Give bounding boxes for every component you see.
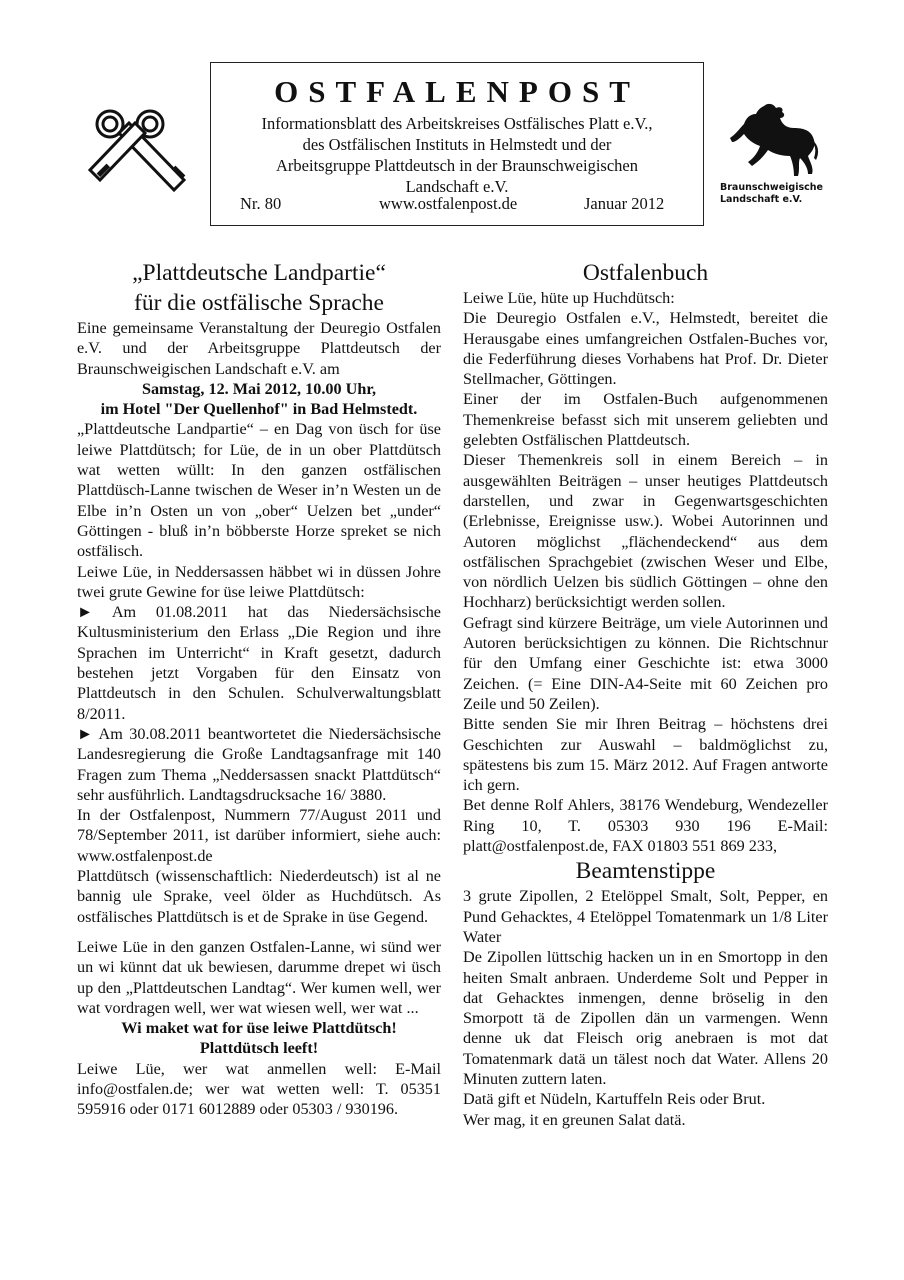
issue-date: Januar 2012 bbox=[584, 194, 665, 213]
contact-paragraph: Leiwe Lüe, wer wat anmellen well: E-Mail info@ostfalen.de; wer wat wetten well: T. 05351 595916 oder 0171 6012889 oder 05303 / 930196. bbox=[77, 1059, 441, 1119]
subtitle bbox=[211, 113, 703, 197]
website: www.ostfalenpost.de bbox=[379, 194, 518, 213]
bullet-paragraph: ► Am 01.08.2011 hat das Niedersächsische Kultusministerium den Erlass „Die Region und ihre Sprachen im Unterricht“ in Kraft gesetzt, dadurch bestehen jetzt Vorgaben für den Einsatz von Plattdeutsch in den Schulen. Schulverwaltungsblatt 8/2011. bbox=[77, 603, 441, 723]
right-column bbox=[463, 258, 828, 1130]
paragraph: In der Ostfalenpost, Nummern 77/August 2011 und 78/September 2011, ist darüber informiert, siehe auch: www.ostfalenpost.de bbox=[77, 806, 441, 865]
paragraph: Datä gift et Nüdeln, Kartuffeln Reis oder Brut. bbox=[463, 1090, 766, 1109]
paragraph: Bitte senden Sie mir Ihren Beitrag – höchstens drei Geschichten zur Auswahl – baldmöglichst zu, spätestens bis zum 15. März 2012. Auf Fragen antworte ich gern. bbox=[463, 715, 828, 795]
section-title-beamtenstippe: Beamtenstippe bbox=[575, 858, 716, 885]
crossed-keys-logo-icon bbox=[88, 100, 198, 192]
paragraph: Leiwe Lüe, in Neddersassen häbbet wi in düssen Johre twei grute Gewine for üse leiwe Plattdütsch: bbox=[77, 562, 441, 601]
recipe-steps: De Zipollen lüttschig hacken un in en Smortopp in den heiten Smalt anbraen. Underdeme Solt und Pepper in dat Gehacktes inmengen, denne bröselig in den Smorpott tä de Zipollen dän un varmengen. Wenn denne uk dat Fleisch orig anebraen is mot dat Tomatenmark datä un tälest noch dat Water. Allens 20 Minuten zuttern laten. bbox=[463, 948, 828, 1088]
slogan: Plattdütsch leeft! bbox=[199, 1039, 319, 1058]
ingredients: 3 grute Zipollen, 2 Etelöppel Smalt, Solt, Pepper, en Pund Gehacktes, 4 Etelöppel Tomatenmark un 1/8 Liter Water bbox=[463, 887, 828, 946]
subtitle-line: Landschaft e.V. bbox=[405, 177, 509, 196]
article-title: „Plattdeutsche Landpartie“ für die ostfälische Sprache bbox=[132, 260, 386, 316]
issue-number: Nr. 80 bbox=[240, 194, 282, 213]
intro-paragraph: Eine gemeinsame Veranstaltung der Deuregio Ostfalen e.V. und der Arbeitsgruppe Plattdeutsch der Braunschweigischen Landschaft e.V. am bbox=[77, 319, 441, 378]
logo-caption: Braunschweigische Landschaft e.V. bbox=[720, 182, 823, 205]
subtitle-line: des Ostfälischen Instituts in Helmstedt und der bbox=[302, 135, 612, 154]
issue-meta bbox=[211, 194, 703, 216]
event-place: im Hotel "Der Quellenhof" in Bad Helmstedt. bbox=[100, 400, 418, 419]
paragraph: Leiwe Lüe, hüte up Huchdütsch: bbox=[463, 289, 675, 307]
slogan: Wi maket wat for üse leiwe Plattdütsch! bbox=[121, 1019, 397, 1038]
left-column bbox=[77, 258, 441, 1120]
masthead-title: OSTFALENPOST bbox=[274, 74, 640, 109]
header-box bbox=[210, 62, 704, 226]
subtitle-line: Arbeitsgruppe Plattdeutsch in der Braunschweigischen bbox=[276, 156, 638, 175]
subtitle-line: Informationsblatt des Arbeitskreises Ostfälisches Platt e.V., bbox=[261, 114, 653, 133]
braunschweigische-landschaft-logo bbox=[717, 100, 827, 212]
paragraph: „Plattdeutsche Landpartie“ – en Dag von üsch for üse leiwe Plattdütsch; for Lüe, de in un ober Plattdütsch wat wetten wüllt: In den ganzen ostfälischen Plattdüsch-Lanne twischen de Weser in’n Westen un de Elbe in’n Osten un von „ober“ Uelzen bet „under“ Göttingen - bluß in’n böbberste Horze spreket se nich ostfälisch. bbox=[77, 420, 441, 561]
horse-icon bbox=[724, 100, 820, 180]
paragraph: Die Deuregio Ostfalen e.V., Helmstedt, bereitet die Herausgabe eines umfangreichen Ostfalen-Buches vor, die Federführung dieses Vorhabens hat Prof. Dr. Dieter Stellmacher, Göttingen. bbox=[463, 309, 828, 389]
paragraph: Wer mag, it en greunen Salat datä. bbox=[463, 1110, 686, 1129]
paragraph: Leiwe Lüe in den ganzen Ostfalen-Lanne, wi sünd wer un wi künnt dat uk bewiesen, darumme drepet wi üsch up den „Plattdeutschen Landtag“. Wer kumen well, wer wat vordragen well, wer wat wiesen well, wer wat ... bbox=[77, 937, 441, 1017]
event-date: Samstag, 12. Mai 2012, 10.00 Uhr, bbox=[141, 379, 377, 398]
paragraph: Dieser Themenkreis soll in einem Bereich – in ausgewählten Beiträgen – unser heutiges Plattdeutsch darstellen, und zwar in Gegenwartsgeschichten (Erlebnisse, Ereignisse usw.). Wobei Autorinnen und Autoren möglichst „flächendeckend“ aus dem ostfälischen Sprachgebiet (zwischen Weser und Elbe, von nördlich Uelzen bis südlich Göttingen – ohne den Hochharz) berücksichtigt werden sollen. bbox=[463, 451, 828, 612]
contact-paragraph: Bet denne Rolf Ahlers, 38176 Wendeburg, Wendezeller Ring 10, T. 05303 930 196 E-Mail: platt@ostfalenpost.de, FAX 01803 551 869 233, bbox=[463, 796, 828, 856]
paragraph: Plattdütsch (wissenschaftlich: Niederdeutsch) ist al ne bannig ule Sprake, veel ölder as Huchdütsch. As ostfälisches Plattdütsch is et de Sprake in üse Gegend. bbox=[77, 867, 441, 926]
paragraph: Einer der im Ostfalen-Buch aufgenommenen Themenkreise befasst sich mit unserem geliebten und gelebten Ostfälischen Plattdeutsch. bbox=[463, 390, 828, 450]
section-title-ostfalenbuch: Ostfalenbuch bbox=[582, 260, 709, 286]
bullet-paragraph: ► Am 30.08.2011 beantwortetet die Niedersächsische Landesregierung die Große Landtagsanfrage mit 140 Fragen zum Thema „Neddersassen snackt Plattdütsch“ sehr ausführlich. Landtagsdrucksache 16/ 3880. bbox=[77, 724, 441, 804]
paragraph: Gefragt sind kürzere Beiträge, um viele Autorinnen und Autoren berücksichtigen zu können. Die Richtschnur für den Umfang einer Geschichte ist: etwa 3000 Zeichen. (= Eine DIN-A4-Seite mit 60 Zeichen pro Zeile und 50 Zeilen). bbox=[463, 613, 828, 713]
